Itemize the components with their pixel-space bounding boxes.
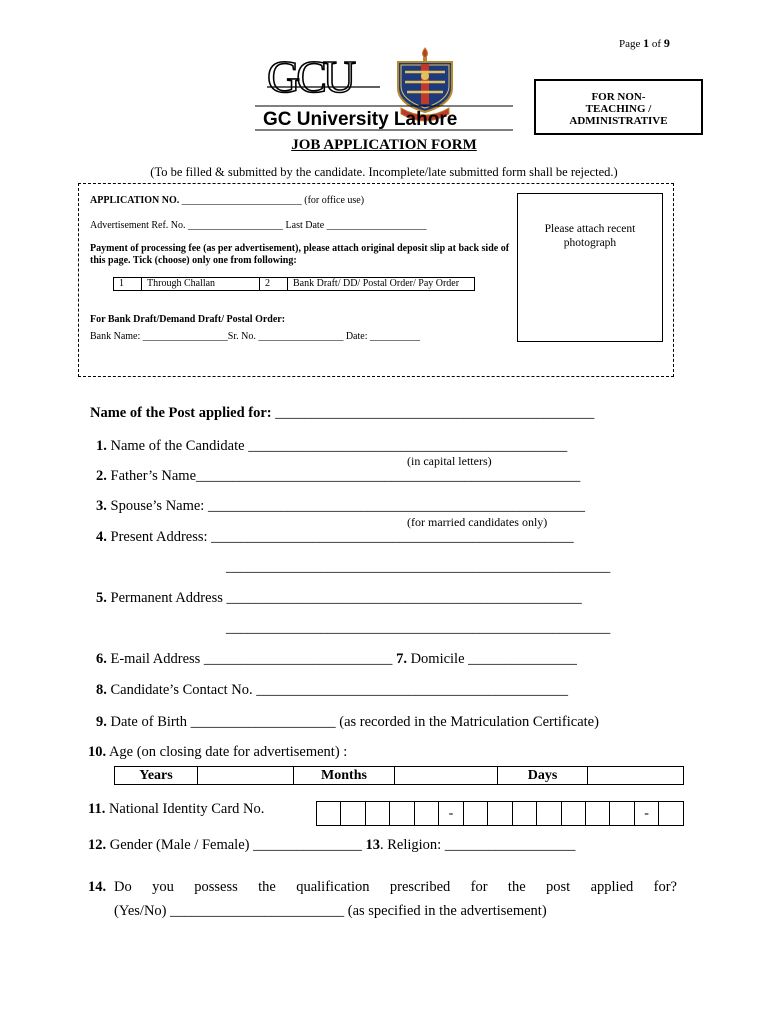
days-cell[interactable]	[588, 767, 684, 785]
form-instruction: (To be filled & submitted by the candidate. Incomplete/late submitted form shall be rejected.)	[150, 165, 618, 179]
field-number: 5.	[96, 590, 107, 606]
candidate-name-row[interactable]	[96, 438, 567, 455]
bank-draft-heading: For Bank Draft/Demand Draft/ Postal Order:	[90, 314, 286, 325]
option-bank-draft[interactable]: Bank Draft/ DD/ Postal Order/ Pay Order	[288, 278, 475, 291]
field-number: 7.	[396, 651, 407, 667]
category-box: FOR NON- TEACHING / ADMINISTRATIVE	[534, 79, 703, 135]
field-number: 3.	[96, 498, 107, 514]
married-note: (for married candidates only)	[407, 515, 548, 529]
field-number: 11.	[88, 801, 106, 817]
age-table	[114, 766, 684, 785]
field-number: 10.	[88, 744, 107, 760]
page-number	[619, 36, 670, 51]
cnic-dash: -	[634, 802, 658, 826]
option-challan[interactable]: Through Challan	[142, 278, 260, 291]
post-applied-row[interactable]	[90, 405, 594, 422]
cnic-digit-box[interactable]	[317, 802, 341, 826]
field-number: 4.	[96, 529, 107, 545]
spouse-name-row[interactable]	[96, 498, 585, 515]
cnic-digit-box[interactable]	[488, 802, 512, 826]
months-cell[interactable]	[395, 767, 498, 785]
application-no-note: (for office use)	[304, 195, 365, 206]
age-row	[88, 744, 347, 761]
cnic-table	[316, 801, 684, 826]
field-number: 14.	[88, 879, 107, 895]
cnic-digit-box[interactable]	[341, 802, 365, 826]
page-label: Page	[619, 38, 641, 50]
application-no-row	[90, 195, 364, 206]
field-number: 9.	[96, 714, 107, 730]
permanent-address-continued[interactable]: _____________________________________________________	[226, 620, 611, 636]
cnic-digit-box[interactable]	[586, 802, 610, 826]
candidate-name-field[interactable]: Name of the Candidate ____________________________________________	[106, 438, 568, 454]
qualification-row	[88, 879, 678, 896]
email-field[interactable]: E-mail Address __________________________	[106, 651, 393, 667]
present-address-field[interactable]: Present Address: __________________________________________________	[106, 529, 574, 545]
email-domicile-row[interactable]	[96, 651, 577, 668]
page-of: of	[651, 38, 662, 50]
field-number: 2.	[96, 468, 107, 484]
cnic-digit-box[interactable]	[365, 802, 389, 826]
present-address-continued[interactable]: _____________________________________________________	[226, 559, 611, 575]
spouse-name-field[interactable]: Spouse’s Name: ____________________________________________________	[106, 498, 585, 514]
years-header: Years	[115, 767, 198, 785]
field-number: 1.	[96, 438, 107, 454]
application-no-label: APPLICATION NO.	[90, 195, 180, 206]
days-header: Days	[498, 767, 588, 785]
option-number: 1	[114, 278, 142, 291]
option-number: 2	[260, 278, 288, 291]
cnic-digit-box[interactable]	[610, 802, 634, 826]
field-number: 6.	[96, 651, 107, 667]
cnic-digit-box[interactable]	[414, 802, 438, 826]
qualification-answer[interactable]: (Yes/No) ________________________ (as specified in the advertisement)	[114, 903, 547, 919]
form-title: JOB APPLICATION FORM	[291, 137, 477, 153]
photo-box: Please attach recent photograph	[517, 193, 663, 342]
dob-row[interactable]	[96, 714, 599, 731]
page-current: 1	[643, 36, 650, 50]
permanent-address-field[interactable]: Permanent Address _________________________________________________	[106, 590, 582, 606]
father-name-field[interactable]: Father’s Name_____________________________________________________	[106, 468, 581, 484]
bank-details-row[interactable]: Bank Name: _________________Sr. No. _________________ Date: __________	[90, 331, 420, 342]
capital-letters-note: (in capital letters)	[407, 454, 492, 468]
permanent-address-row[interactable]	[96, 590, 582, 607]
cnic-digit-box[interactable]	[659, 802, 684, 826]
age-label: Age (on closing date for advertisement) :	[106, 744, 348, 760]
cnic-digit-box[interactable]	[537, 802, 561, 826]
field-number: 13	[365, 837, 380, 853]
page-total: 9	[663, 36, 670, 50]
cnic-row	[88, 801, 264, 818]
contact-field[interactable]: Candidate’s Contact No. ___________________________________________	[106, 682, 569, 698]
contact-row[interactable]	[96, 682, 568, 699]
post-applied-blank[interactable]: ____________________________________________	[271, 405, 595, 421]
cnic-digit-box[interactable]	[463, 802, 487, 826]
application-no-blank[interactable]: ________________________	[181, 195, 302, 206]
gender-religion-row[interactable]	[88, 837, 575, 854]
gender-field[interactable]: Gender (Male / Female) _______________	[106, 837, 362, 853]
cnic-digit-box[interactable]	[561, 802, 585, 826]
domicile-field[interactable]: Domicile _______________	[406, 651, 577, 667]
field-number: 12.	[88, 837, 107, 853]
months-header: Months	[294, 767, 395, 785]
dob-field[interactable]: Date of Birth ____________________ (as recorded in the Matriculation Certificate)	[106, 714, 599, 730]
cnic-digit-box[interactable]	[390, 802, 414, 826]
university-name: GC University Lahore	[263, 109, 458, 130]
qualification-question: Do you possess the qualification prescribed for the post applied for?	[114, 879, 677, 895]
religion-field[interactable]: . Religion: __________________	[379, 837, 576, 853]
years-cell[interactable]	[198, 767, 294, 785]
post-applied-label: Name of the Post applied for:	[90, 405, 272, 421]
cnic-label: National Identity Card No.	[105, 801, 265, 817]
cnic-digit-box[interactable]	[512, 802, 536, 826]
logo-text: GCU	[267, 51, 353, 102]
university-logo	[255, 46, 517, 132]
field-number: 8.	[96, 682, 107, 698]
advertisement-ref-row[interactable]: Advertisement Ref. No. ___________________ Last Date ____________________	[90, 220, 427, 231]
payment-note: Payment of processing fee (as per advertisement), please attach original deposit slip at back side of this page. Tick (choose) only one from following:	[90, 243, 510, 266]
present-address-row[interactable]	[96, 529, 574, 546]
payment-options-table	[113, 277, 475, 291]
father-name-row[interactable]	[96, 468, 580, 485]
cnic-dash: -	[439, 802, 463, 826]
